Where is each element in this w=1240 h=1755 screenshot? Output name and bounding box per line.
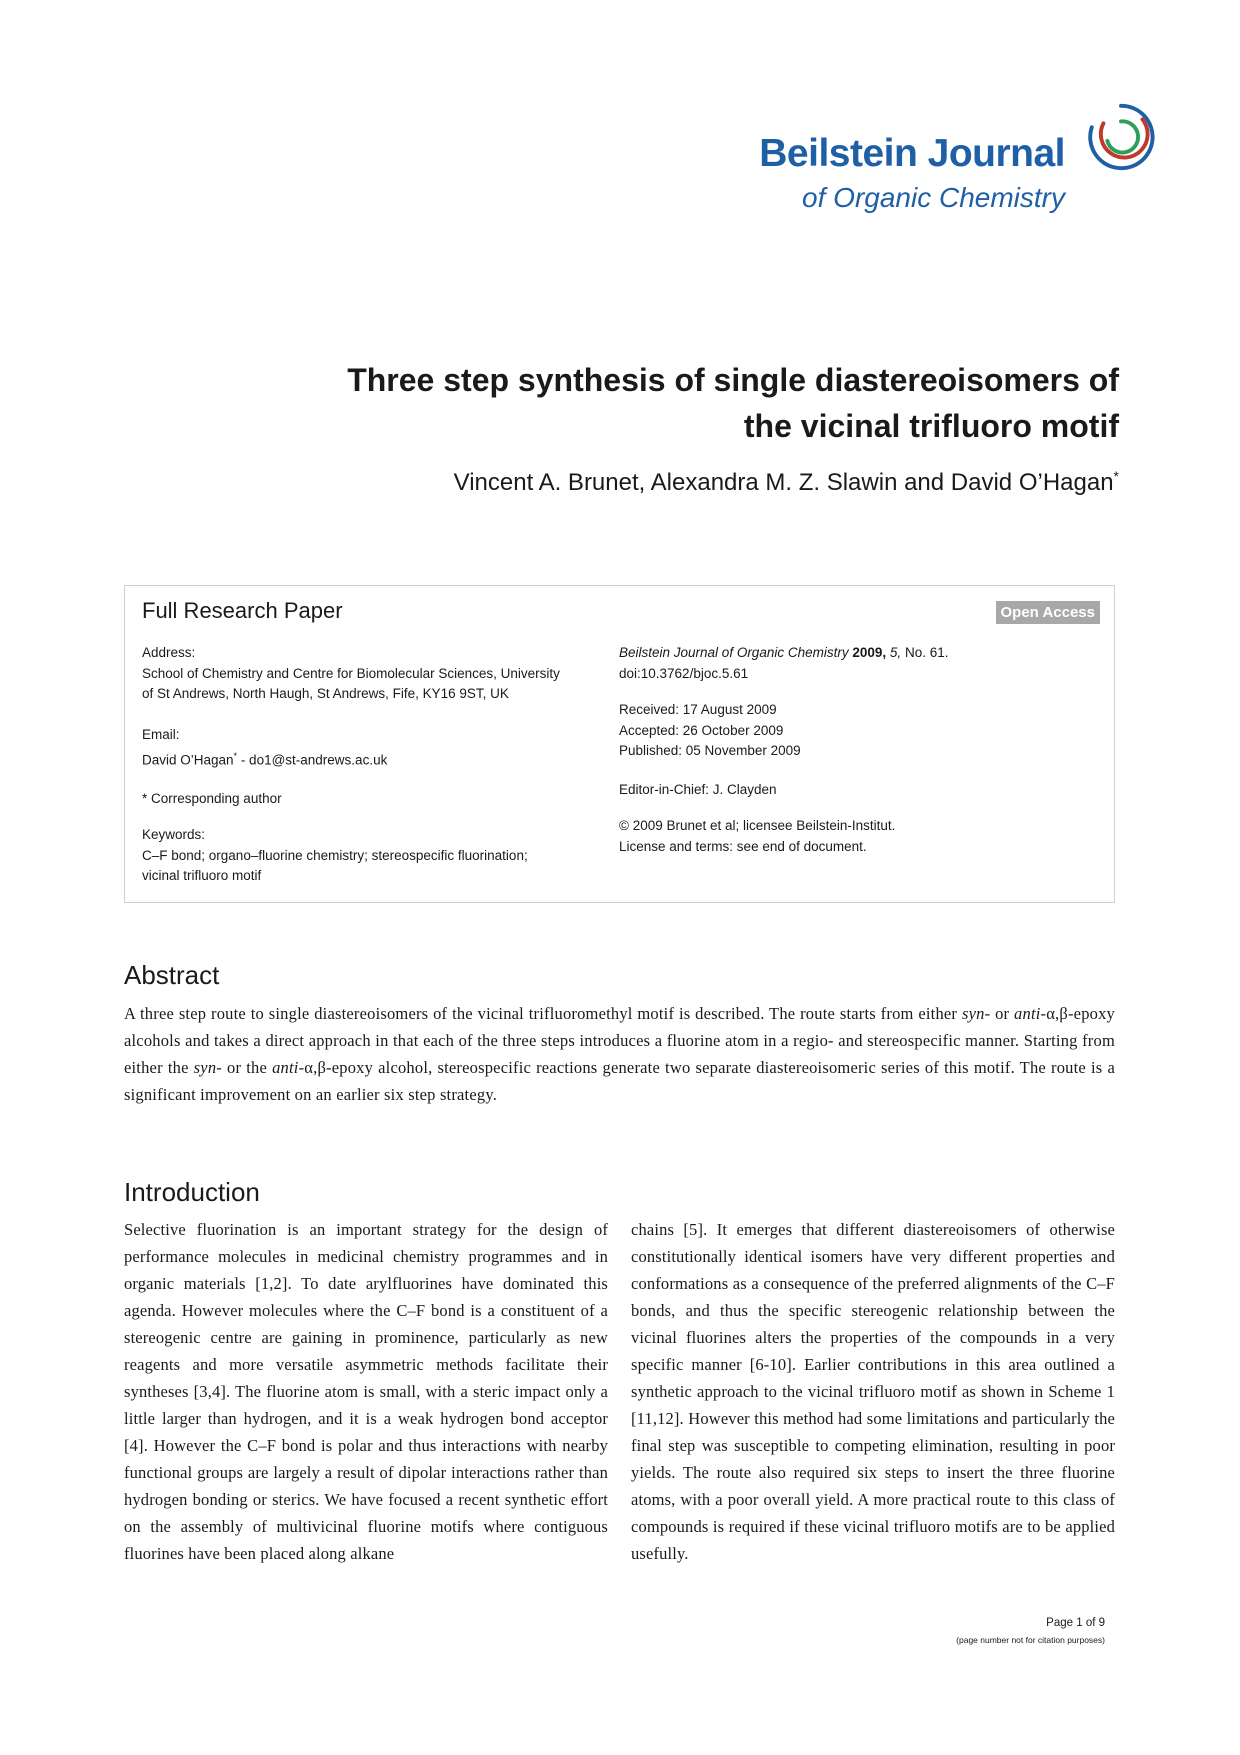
paper-type: Full Research Paper xyxy=(142,598,343,623)
email-mark: * xyxy=(233,750,238,761)
info-left-column xyxy=(142,643,602,887)
email-address: - do1@st-andrews.ac.uk xyxy=(237,752,388,767)
keywords-label: Keywords: xyxy=(142,827,206,842)
received-date: Received: 17 August 2009 xyxy=(619,702,777,717)
info-right-column xyxy=(619,643,1079,857)
journal-logo xyxy=(760,98,1160,218)
abstract-heading: Abstract xyxy=(124,960,220,990)
accepted-date: Accepted: 26 October 2009 xyxy=(619,722,784,738)
open-access-badge: Open Access xyxy=(996,601,1101,624)
journal-name-line2: of Organic Chemistry xyxy=(802,182,1065,213)
journal-swirl-icon xyxy=(1082,98,1160,176)
license: License and terms: see end of document. xyxy=(619,838,867,854)
address-line-1: School of Chemistry and Centre for Biomolecular Sciences, University xyxy=(142,665,560,681)
doi: doi:10.3762/bjoc.5.61 xyxy=(619,665,749,681)
citation xyxy=(619,643,1079,664)
introduction-heading: Introduction xyxy=(124,1177,260,1207)
copyright: © 2009 Brunet et al; licensee Beilstein-Institut. xyxy=(619,818,896,833)
abstract-text: A three step route to single diastereoisomers of the vicinal trifluoromethyl motif is described. The route starts from either syn- or anti-α,β-epoxy alcohols and takes a direct approach in that each of the three steps introduces a fluorine atom in a regio- and stereospecific manner. Starting from either the syn- or the anti-α,β-epoxy alcohol, stereospecific reactions generate two separate diastereoisomeric series of this motif. The route is a significant improvement on an earlier six step strategy. xyxy=(124,1004,1115,1104)
email-label: Email: xyxy=(142,727,180,742)
article-info-box xyxy=(124,585,1115,903)
introduction-left-column: Selective fluorination is an important strategy for the design of performance molecules in medicinal chemistry programmes and in organic materials [1,2]. To date arylfluorines have dominated this agenda. However molecules where the C–F bond is a constituent of a stereogenic centre are gaining in prominence, particularly as new reagents and more versatile asymmetric methods facilitate their syntheses [3,4]. The fluorine atom is small, with a steric impact only a little larger than hydrogen, and it is a weak hydrogen bond acceptor [4]. However the C–F bond is polar and thus interactions with nearby functional groups are largely a result of dipolar interactions rather than hydrogen bonding or sterics. We have focused a recent synthetic effort on the assembly of multivicinal fluorine motifs where contiguous fluorines have been placed along alkane xyxy=(124,1220,608,1563)
keywords-line-1: C–F bond; organo–fluorine chemistry; stereospecific fluorination; xyxy=(142,847,528,863)
authors-text: Vincent A. Brunet, Alexandra M. Z. Slawin and David O’Hagan xyxy=(453,469,1114,496)
citation-number: No. 61. xyxy=(904,645,949,660)
keywords-line-2: vicinal trifluoro motif xyxy=(142,868,262,883)
author-list xyxy=(219,468,1119,497)
page-number: Page 1 of 9 xyxy=(1046,1617,1105,1629)
email-line xyxy=(142,746,602,771)
editor-in-chief: Editor-in-Chief: J. Clayden xyxy=(619,781,777,797)
citation-year: 2009, xyxy=(852,645,887,660)
email-name: David O’Hagan xyxy=(142,752,234,767)
published-date: Published: 05 November 2009 xyxy=(619,743,801,758)
citation-journal: Beilstein Journal of Organic Chemistry xyxy=(619,645,849,660)
citation-volume: 5, xyxy=(889,645,902,660)
article-title xyxy=(219,357,1119,449)
journal-name-line1: Beilstein Journal xyxy=(759,132,1065,175)
page-number-note: (page number not for citation purposes) xyxy=(956,1635,1105,1645)
title-line-2: the vicinal trifluoro motif xyxy=(743,408,1119,444)
corresponding-author-note: * Corresponding author xyxy=(142,790,282,806)
address-label: Address: xyxy=(142,645,196,660)
corresponding-mark: * xyxy=(1113,468,1119,484)
introduction-right-column: chains [5]. It emerges that different diastereoisomers of otherwise constitutionally identical isomers have very different properties and conformations as a consequence of the preferred alignments of the C–F bonds, and thus the specific stereogenic relationship between the vicinal fluorines alters the properties of the compounds in a very specific manner [6-10]. Earlier contributions in this area outlined a synthetic approach to the vicinal trifluoro motif as shown in Scheme 1 [11,12]. However this method had some limitations and particularly the final step was susceptible to competing elimination, resulting in poor yields. The route also required six steps to insert the three fluorine atoms, with a poor overall yield. A more practical route to this class of compounds is required if these vicinal trifluoro motifs are to be applied usefully. xyxy=(631,1220,1115,1563)
address-line-2: of St Andrews, North Haugh, St Andrews, Fife, KY16 9ST, UK xyxy=(142,686,509,701)
title-line-1: Three step synthesis of single diastereoisomers of xyxy=(347,362,1119,398)
